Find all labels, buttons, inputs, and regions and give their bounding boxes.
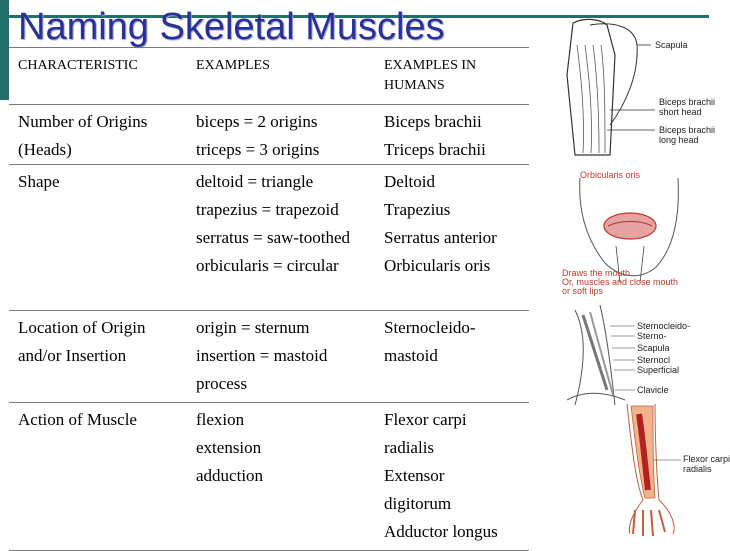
examples-cell: [187, 105, 375, 165]
face-label: Draws the mouth: [562, 268, 631, 278]
humans-cell: [375, 105, 529, 165]
cell-line: (Heads): [18, 140, 72, 159]
face-label: Orbicularis oris: [580, 170, 641, 180]
cell-line: process: [196, 374, 247, 393]
cell-line: biceps = 2 origins: [196, 112, 318, 131]
cell-line: radialis: [384, 438, 435, 457]
table-row: [9, 165, 529, 311]
examples-cell: [187, 403, 375, 551]
cell-line: and/or Insertion: [18, 346, 127, 365]
table-header-row: [9, 48, 529, 105]
cell-line: Location of Origin: [18, 318, 146, 337]
characteristic-cell: [9, 105, 187, 165]
face-label: Or, muscles and close mouth: [562, 277, 679, 287]
characteristic-cell: [9, 165, 187, 311]
accent-bar: [0, 0, 9, 100]
arm-label: Scapula: [655, 40, 688, 50]
cell-line: origin = sternum: [196, 318, 310, 337]
page-title: Naming Skeletal Muscles: [18, 6, 445, 48]
cell-line: adduction: [196, 466, 264, 485]
cell-line: digitorum: [384, 494, 452, 513]
cell-line: flexion: [196, 410, 245, 429]
header-examples: EXAMPLES: [187, 48, 375, 105]
cell-line: Triceps brachii: [384, 140, 486, 159]
examples-cell: [187, 311, 375, 403]
arm-label: short head: [659, 107, 702, 117]
characteristic-cell: [9, 403, 187, 551]
cell-line: serratus = saw-toothed: [196, 228, 351, 247]
cell-line: Adductor longus: [384, 522, 498, 541]
sternocleidomastoid-illustration: [565, 300, 715, 410]
forearm-label: radialis: [683, 464, 712, 474]
cell-line: Serratus anterior: [384, 228, 497, 247]
cell-line: Flexor carpi: [384, 410, 467, 429]
header-examples-in-humans: EXAMPLES IN HUMANS: [375, 48, 529, 105]
cell-line: Shape: [18, 172, 60, 191]
cell-line: Extensor: [384, 466, 445, 485]
header-characteristic: CHARACTERISTIC: [9, 48, 187, 105]
neck-label: Sterno-: [637, 331, 667, 341]
neck-label: Superficial: [637, 365, 680, 375]
humans-cell: [375, 403, 529, 551]
cell-line: extension: [196, 438, 262, 457]
examples-cell: [187, 165, 375, 311]
cell-line: deltoid = triangle: [196, 172, 314, 191]
characteristic-cell: [9, 311, 187, 403]
arm-label: Biceps brachii: [659, 125, 716, 135]
cell-line: Trapezius: [384, 200, 451, 219]
forearm-label: Flexor carpi: [683, 454, 730, 464]
cell-line: Number of Origins: [18, 112, 148, 131]
neck-label: Sternocleido-: [637, 321, 691, 331]
table-row: [9, 311, 529, 403]
humans-cell: [375, 311, 529, 403]
muscle-naming-table: [9, 47, 529, 551]
forearm-illustration: [615, 400, 730, 538]
cell-line: trapezius = trapezoid: [196, 200, 339, 219]
arm-label: long head: [659, 135, 699, 145]
cell-line: triceps = 3 origins: [196, 140, 320, 159]
cell-line: Biceps brachii: [384, 112, 482, 131]
cell-line: Action of Muscle: [18, 410, 137, 429]
cell-line: Sternocleido-: [384, 318, 476, 337]
neck-label: Clavicle: [637, 385, 669, 395]
cell-line: insertion = mastoid: [196, 346, 328, 365]
biceps-arm-illustration: [555, 15, 715, 165]
humans-cell: [375, 165, 529, 311]
cell-line: Deltoid: [384, 172, 435, 191]
cell-line: Orbicularis oris: [384, 256, 491, 275]
neck-label: Scapula: [637, 343, 670, 353]
table-row: [9, 403, 529, 551]
arm-label: Biceps brachii: [659, 97, 716, 107]
cell-line: mastoid: [384, 346, 438, 365]
cell-line: orbicularis = circular: [196, 256, 339, 275]
face-label: or soft lips: [562, 286, 604, 296]
orbicularis-face-illustration: [560, 168, 710, 298]
neck-label: Sternocl: [637, 355, 671, 365]
table-row: [9, 105, 529, 165]
